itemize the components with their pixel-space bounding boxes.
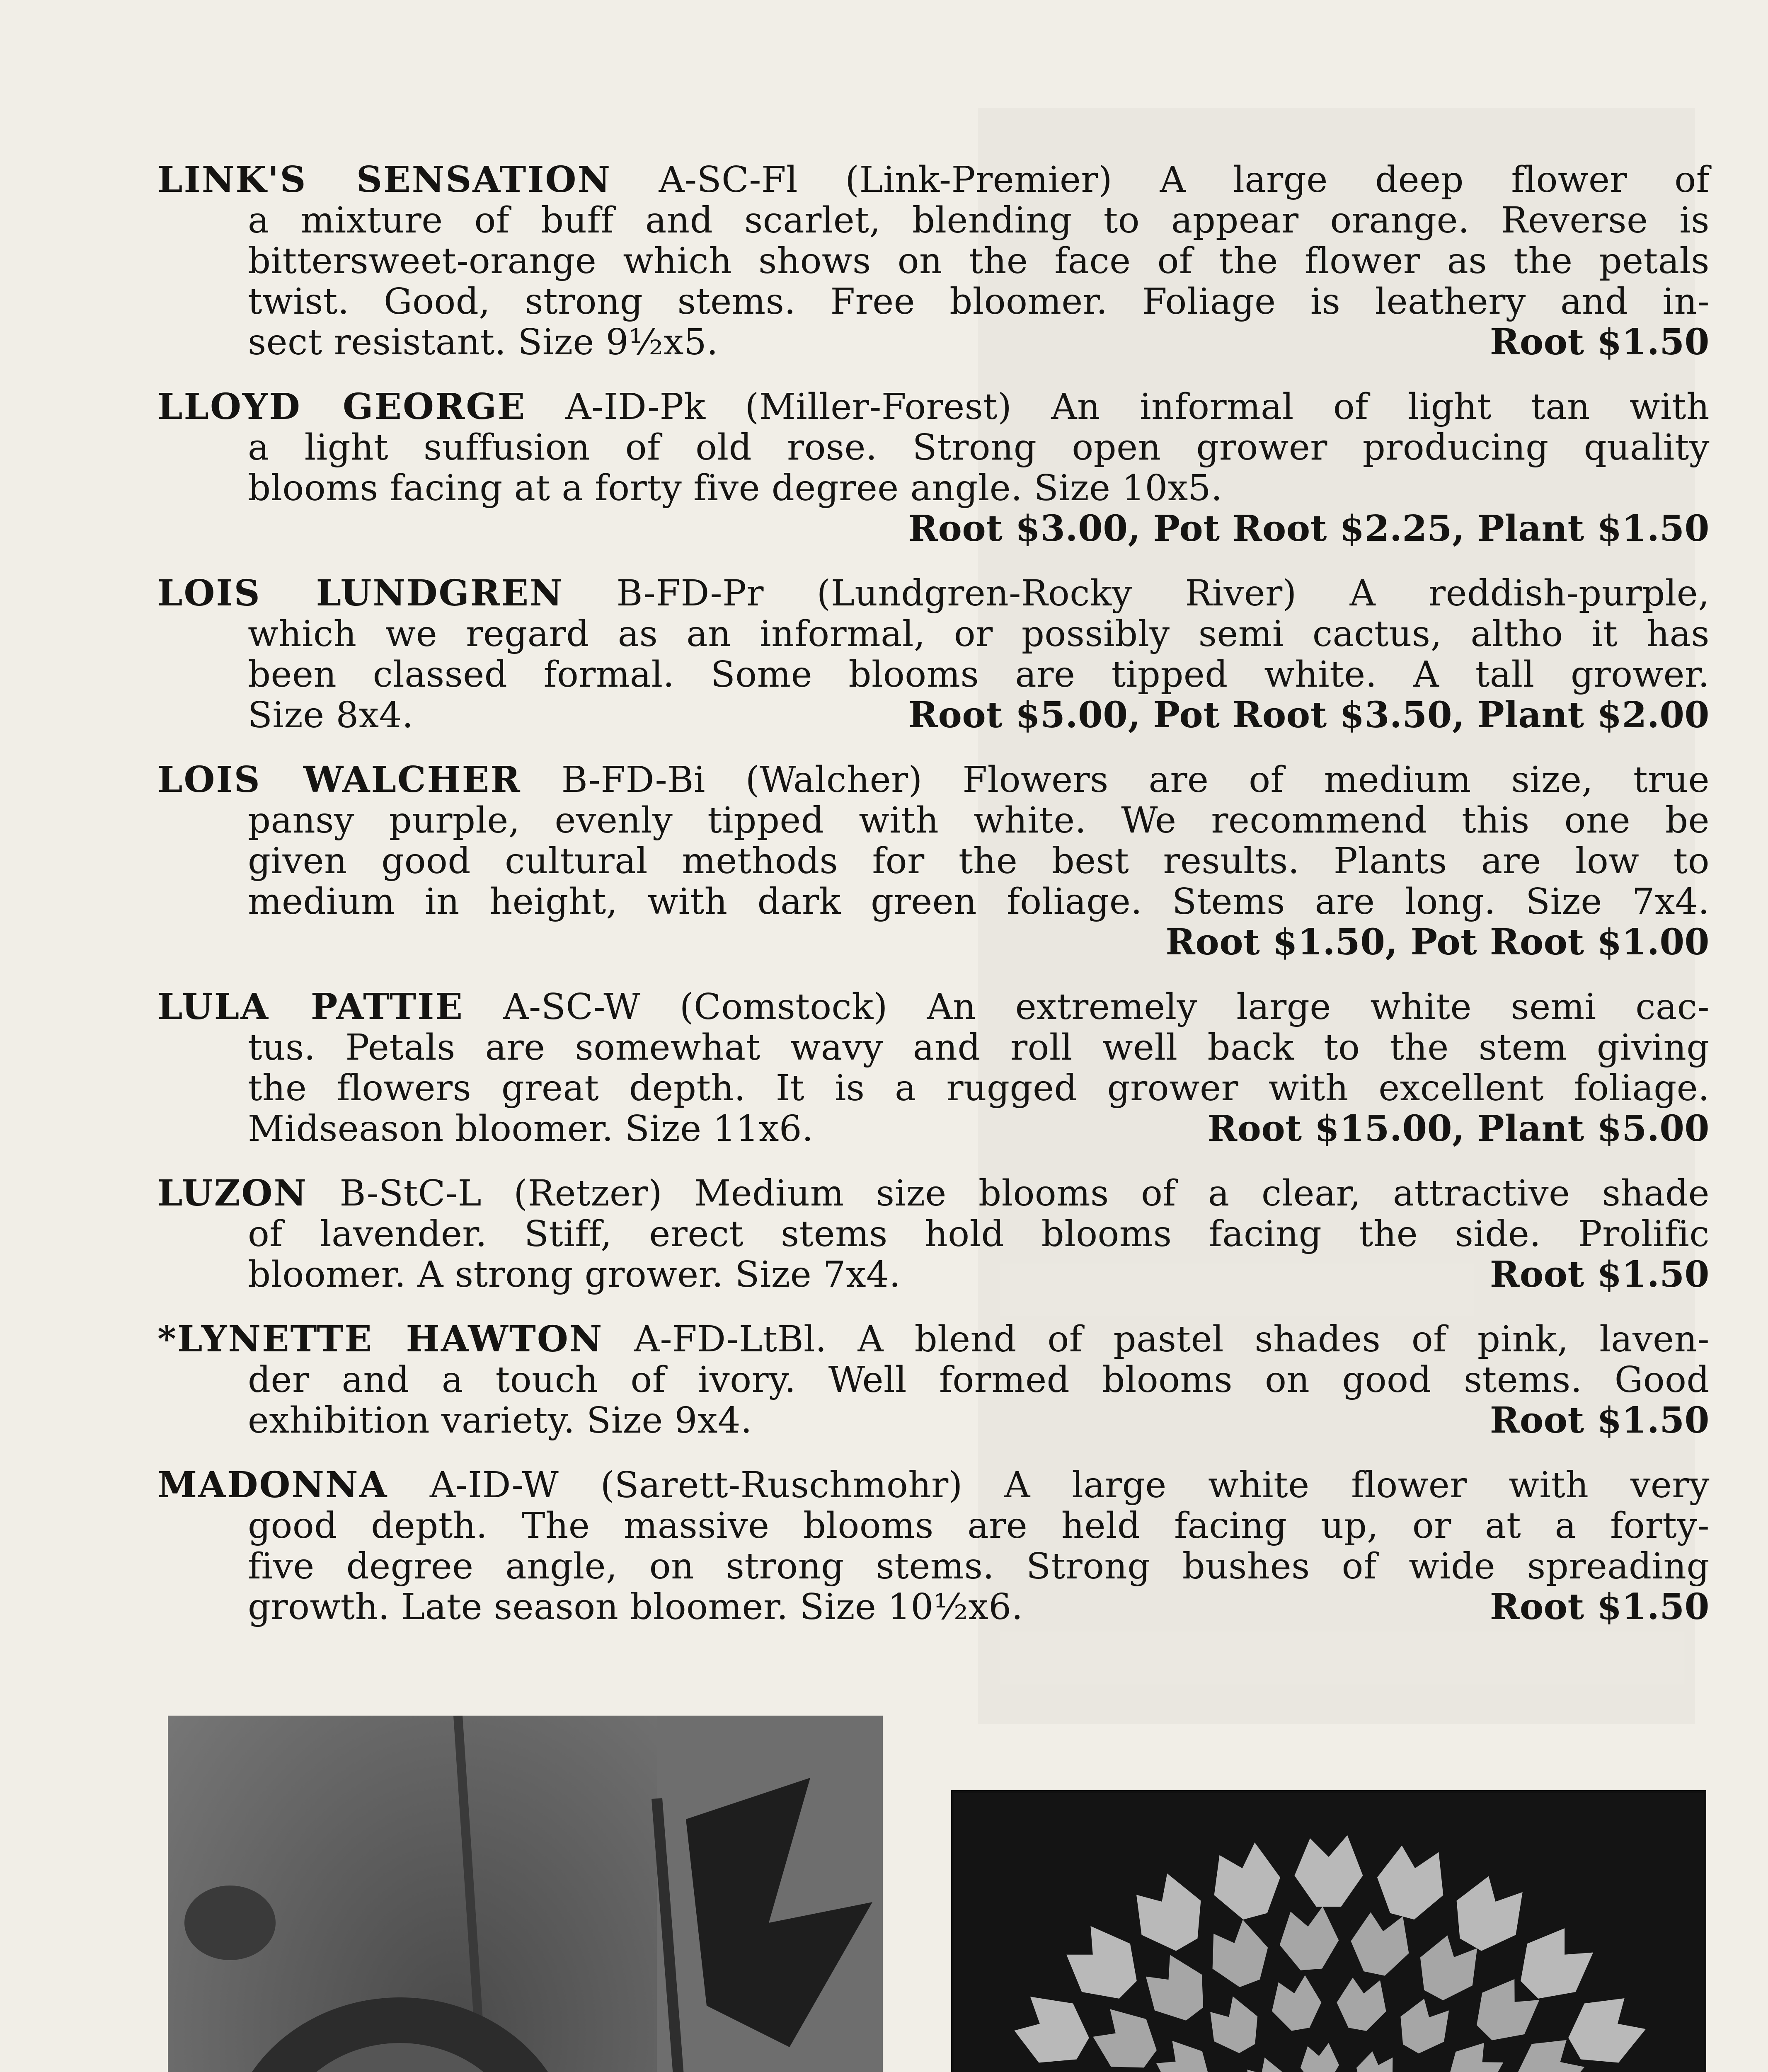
description-text: bittersweet-orange which shows on the face of the flower as the petals bbox=[248, 240, 1710, 282]
variety-name: LOIS LUNDGREN bbox=[157, 572, 564, 614]
description-text: sect resistant. Size 9½x5. bbox=[248, 322, 718, 363]
entry-madonna bbox=[157, 1465, 1710, 1627]
description-text: which we regard as an informal, or possibly semi cactus, altho it has bbox=[248, 613, 1710, 655]
line-text bbox=[248, 1067, 1710, 1109]
description-text: good depth. The massive blooms are held facing up, or at a forty- bbox=[248, 1505, 1710, 1547]
entry-line bbox=[157, 1068, 1710, 1109]
price: Root $1.50 bbox=[1489, 321, 1710, 363]
description-text: five degree angle, on strong stems. Strong bushes of wide spreading bbox=[248, 1546, 1710, 1587]
entry-line bbox=[157, 1465, 1710, 1506]
entry-line bbox=[157, 1360, 1710, 1400]
variety-name: LULA PATTIE bbox=[157, 986, 464, 1028]
entry-line bbox=[157, 841, 1710, 881]
description-text: the flowers great depth. It is a rugged grower with excellent foliage. bbox=[248, 1067, 1710, 1109]
line-text bbox=[248, 1027, 1710, 1068]
line-text bbox=[248, 1359, 1710, 1401]
entry-line bbox=[157, 1173, 1710, 1214]
entry-line bbox=[157, 200, 1710, 241]
entry-lois-lundgren bbox=[157, 573, 1710, 736]
description-text: of lavender. Stiff, erect stems hold blooms facing the side. Prolific bbox=[248, 1213, 1710, 1255]
line-text bbox=[157, 386, 1710, 428]
entry-line bbox=[157, 1109, 1710, 1149]
line-text bbox=[248, 467, 1223, 509]
entry-links-sensation bbox=[157, 160, 1710, 363]
entry-line bbox=[157, 1506, 1710, 1546]
entry-line bbox=[157, 241, 1710, 281]
variety-name: LOIS WALCHER bbox=[157, 759, 521, 801]
entry-line bbox=[157, 614, 1710, 654]
entry-line bbox=[157, 1254, 1710, 1295]
line-text bbox=[248, 800, 1710, 841]
entry-line bbox=[157, 160, 1710, 200]
entry-line bbox=[157, 468, 1710, 508]
variety-name: *LYNETTE HAWTON bbox=[157, 1318, 603, 1360]
description-text: A-ID-W (Sarett-Ruschmohr) A large white flower with very bbox=[388, 1464, 1710, 1506]
description-text: bloomer. A strong grower. Size 7x4. bbox=[248, 1254, 901, 1295]
price: Root $1.50 bbox=[1489, 1399, 1710, 1441]
entry-lula-pattie bbox=[157, 987, 1710, 1149]
entry-line bbox=[157, 508, 1710, 549]
entry-line bbox=[157, 281, 1710, 322]
description-text: pansy purple, evenly tipped with white. We recommend this one be bbox=[248, 800, 1710, 841]
line-text bbox=[248, 1546, 1710, 1587]
line-text bbox=[248, 1400, 752, 1441]
description-text: der and a touch of ivory. Well formed blooms on good stems. Good bbox=[248, 1359, 1710, 1401]
entry-line bbox=[157, 881, 1710, 922]
line-text bbox=[157, 1464, 1710, 1506]
line-text bbox=[248, 200, 1710, 241]
entry-lois-walcher bbox=[157, 760, 1710, 963]
line-text bbox=[248, 654, 1710, 695]
line-text bbox=[157, 159, 1710, 201]
dahlia-entries bbox=[157, 160, 1710, 1651]
description-text: A-SC-W (Comstock) An extremely large white semi cac- bbox=[463, 986, 1710, 1028]
description-text: B-StC-L (Retzer) Medium size blooms of a clear, attractive shade bbox=[308, 1173, 1710, 1214]
description-text: tus. Petals are somewhat wavy and roll well back to the stem giving bbox=[248, 1027, 1710, 1068]
entry-line bbox=[157, 922, 1710, 963]
description-text: exhibition variety. Size 9x4. bbox=[248, 1400, 752, 1441]
line-text bbox=[248, 1109, 814, 1149]
price: Root $1.50 bbox=[1489, 1586, 1710, 1628]
line-text bbox=[248, 1587, 1023, 1627]
line-text bbox=[248, 1254, 901, 1295]
entry-line bbox=[157, 1214, 1710, 1254]
entry-lloyd-george bbox=[157, 387, 1710, 549]
price: Root $15.00, Plant $5.00 bbox=[1207, 1108, 1710, 1150]
entry-line bbox=[157, 1319, 1710, 1360]
price: Root $5.00, Pot Root $3.50, Plant $2.00 bbox=[908, 694, 1710, 736]
entry-line bbox=[157, 654, 1710, 695]
entry-line bbox=[157, 1027, 1710, 1068]
line-text bbox=[248, 613, 1710, 655]
entry-line bbox=[157, 1546, 1710, 1587]
entry-line bbox=[157, 760, 1710, 800]
variety-name: MADONNA bbox=[157, 1464, 388, 1506]
line-text bbox=[157, 986, 1710, 1028]
line-text bbox=[248, 281, 1710, 322]
price: Root $1.50 bbox=[1489, 1254, 1710, 1295]
description-text: been classed formal. Some blooms are tipped white. A tall grower. bbox=[248, 654, 1710, 695]
description-text: Size 8x4. bbox=[248, 695, 414, 736]
description-text: B-FD-Bi (Walcher) Flowers are of medium size, true bbox=[521, 759, 1710, 801]
line-text bbox=[157, 1319, 1710, 1360]
line-text bbox=[248, 427, 1710, 468]
lois-walcher-photo bbox=[951, 1790, 1706, 2072]
entry-line bbox=[157, 573, 1710, 614]
description-text: given good cultural methods for the best results. Plants are low to bbox=[248, 840, 1710, 882]
description-text: twist. Good, strong stems. Free bloomer. Foliage is leathery and in- bbox=[248, 281, 1710, 322]
price: Root $3.00, Pot Root $2.25, Plant $1.50 bbox=[908, 508, 1710, 549]
description-text: blooms facing at a forty five degree angle. Size 10x5. bbox=[248, 467, 1223, 509]
line-text bbox=[248, 322, 718, 363]
description-text: medium in height, with dark green foliage. Stems are long. Size 7x4. bbox=[248, 881, 1710, 922]
line-text bbox=[248, 1505, 1710, 1547]
line-text bbox=[248, 240, 1710, 282]
entry-line bbox=[157, 427, 1710, 468]
line-text bbox=[248, 881, 1710, 922]
line-text bbox=[157, 573, 1710, 614]
entry-line bbox=[157, 1587, 1710, 1627]
line-text bbox=[157, 759, 1710, 801]
description-text: a light suffusion of old rose. Strong open grower producing quality bbox=[248, 427, 1710, 468]
entry-line bbox=[157, 987, 1710, 1027]
description-text: a mixture of buff and scarlet, blending to appear orange. Reverse is bbox=[248, 200, 1710, 241]
description-text: A-FD-LtBl. A blend of pastel shades of pink, laven- bbox=[603, 1319, 1710, 1360]
entry-line bbox=[157, 695, 1710, 736]
variety-name: LUZON bbox=[157, 1172, 308, 1214]
line-text bbox=[248, 1213, 1710, 1255]
lois-lundgren-photo bbox=[168, 1716, 883, 2072]
line-text bbox=[248, 695, 414, 736]
variety-name: LLOYD GEORGE bbox=[157, 386, 526, 428]
line-text bbox=[157, 1173, 1710, 1214]
entry-line bbox=[157, 800, 1710, 841]
entry-line bbox=[157, 387, 1710, 427]
description-text: A-ID-Pk (Miller-Forest) An informal of light tan with bbox=[526, 386, 1710, 428]
entry-luzon bbox=[157, 1173, 1710, 1295]
description-text: growth. Late season bloomer. Size 10½x6. bbox=[248, 1586, 1023, 1628]
entry-line bbox=[157, 322, 1710, 363]
line-text bbox=[248, 840, 1710, 882]
entry-line bbox=[157, 1400, 1710, 1441]
description-text: Midseason bloomer. Size 11x6. bbox=[248, 1108, 814, 1150]
entry-lynette-hawton bbox=[157, 1319, 1710, 1441]
description-text: A-SC-Fl (Link-Premier) A large deep flower of bbox=[611, 159, 1710, 201]
variety-name: LINK'S SENSATION bbox=[157, 159, 612, 201]
price: Root $1.50, Pot Root $1.00 bbox=[1165, 921, 1710, 963]
description-text: B-FD-Pr (Lundgren-Rocky River) A reddish-purple, bbox=[563, 573, 1710, 614]
